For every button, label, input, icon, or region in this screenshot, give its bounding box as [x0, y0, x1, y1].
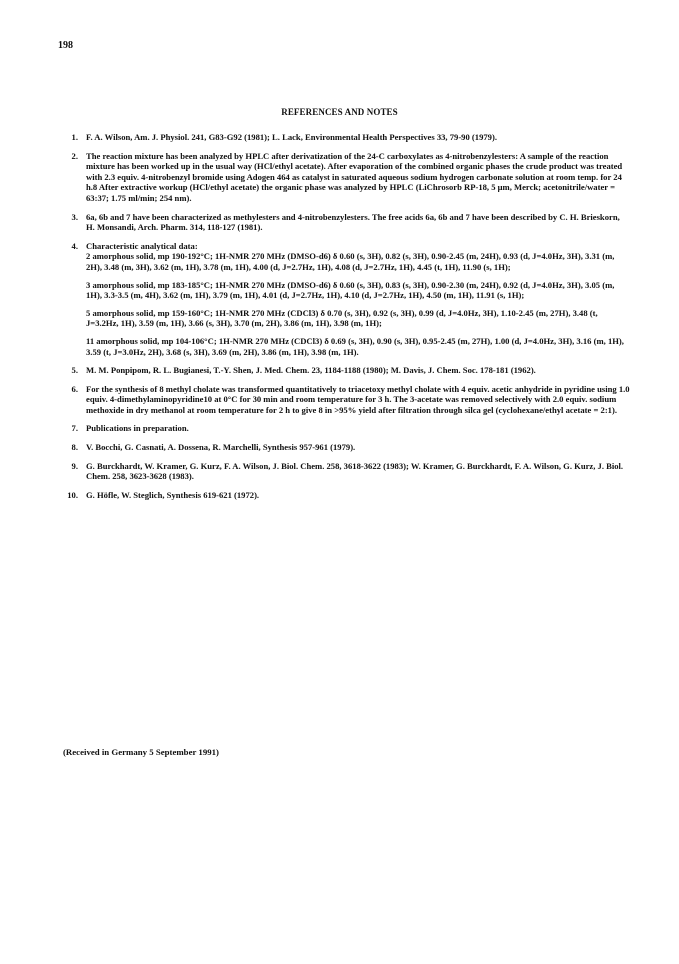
reference-item	[60, 212, 630, 233]
reference-text: For the synthesis of 8 methyl cholate was transformed quantitatively to triacetoxy methyl cholate with 4 equiv. acetic anhydride in pyridine using 1.0 equiv. 4-dimethylaminopyridine10 at 0°C for 30 min and room temperature for 3 h. The 3-acetate was removed selectively with 2.0 equiv. sodium methoxide in dry methanol at room temperature for 2 h to give 8 in >95% yield after filtration through silca gel (cyclohexane/ethyl acetate = 2:1).	[86, 383, 630, 415]
section-heading: REFERENCES AND NOTES	[281, 107, 398, 117]
reference-item	[60, 365, 630, 376]
reference-number: 6.	[71, 383, 78, 394]
reference-item	[60, 132, 630, 143]
reference-text: 6a, 6b and 7 have been characterized as methylesters and 4-nitrobenzylesters. The free acids 6a, 6b and 7 have been described by C. H. Brieskorn, H. Monsandi, Arch. Pharm. 314, 118-127 (1981).	[86, 211, 620, 233]
analytical-data-compound-3: 3 amorphous solid, mp 183-185°C; 1H-NMR 270 MHz (DMSO-d6) δ 0.60 (s, 3H), 0.83 (s, 3H), 0.90-2.30 (m, 24H), 0.92 (d, J=4.0Hz, 3H), 3.05 (m, 1H), 3.3-3.5 (m, 4H), 3.62 (m, 1H), 3.79 (m, 1H), 4.01 (d, J=2.7Hz, 1H), 4.10 (d, J=2.7Hz, 1H), 4.50 (m, 1H), 11.91 (s, 1H);	[86, 279, 615, 301]
reference-number: 5.	[71, 365, 78, 376]
analytical-data-compound-2: 2 amorphous solid, mp 190-192°C; 1H-NMR 270 MHz (DMSO-d6) δ 0.60 (s, 3H), 0.82 (s, 3H), 0.90-2.45 (m, 24H), 0.93 (d, J=4.0Hz, 3H), 3.31 (m, 2H), 3.48 (m, 3H), 3.62 (m, 1H), 3.78 (m, 1H), 4.00 (d, J=2.7Hz, 1H), 4.08 (d, J=2.7Hz, 1H), 4.45 (t, 1H), 11.90 (s, 1H);	[86, 251, 615, 272]
reference-text: F. A. Wilson, Am. J. Physiol. 241, G83-G92 (1981); L. Lack, Environmental Health Perspectives 33, 79-90 (1979).	[86, 132, 497, 142]
reference-list	[60, 125, 630, 508]
analytical-data-compound-5: 5 amorphous solid, mp 159-160°C; 1H-NMR 270 MHz (CDCl3) δ 0.70 (s, 3H), 0.92 (s, 3H), 0.99 (d, J=4.0Hz, 3H), 1.10-2.45 (m, 27H), 3.48 (t, J=3.2Hz, 1H), 3.59 (m, 1H), 3.66 (s, 3H), 3.70 (m, 2H), 3.86 (m, 1H), 3.98 (m, 1H);	[86, 307, 598, 329]
reference-number: 4.	[71, 240, 78, 251]
reference-item	[60, 241, 630, 357]
analytical-data-compound-11: 11 amorphous solid, mp 104-106°C; 1H-NMR 270 MHz (CDCl3) δ 0.69 (s, 3H), 0.90 (s, 3H), 0.95-2.45 (m, 27H), 1.00 (d, J=4.0Hz, 3H), 3.16 (m, 1H), 3.59 (t, J=3.0Hz, 2H), 3.68 (s, 3H), 3.69 (m, 2H), 3.86 (m, 1H), 3.98 (m, 1H).	[86, 335, 624, 357]
reference-number: 3.	[71, 211, 78, 222]
reference-item	[60, 490, 630, 501]
reference-item	[60, 442, 630, 453]
reference-text: V. Bocchi, G. Casnati, A. Dossena, R. Marchelli, Synthesis 957-961 (1979).	[86, 442, 356, 453]
reference-number: 2.	[71, 150, 78, 161]
reference-item	[60, 423, 630, 434]
reference-text: The reaction mixture has been analyzed by HPLC after derivatization of the 24-C carboxylates as 4-nitrobenzylesters: A sample of the reaction mixture has been worked up in the usual way (HCl/ethyl acetate). After evaporation of the combined organic phases the crude product was treated with 2.3 equiv. 4-nitrobenzyl bromide using Adogen 464 as catalyst in saturated aqueous sodium hydrogen carbonate solution at room temp. for 24 h.8 After extractive workup (HCl/ethyl acetate) the organic phase was analyzed by HPLC (LiChrosorb RP-18, 5 μm, Merck; acetonitrile/water = 63:37; 1.75 ml/min; 254 nm).	[86, 150, 623, 203]
reference-number: 7.	[71, 423, 78, 434]
reference-text: G. Höfle, W. Steglich, Synthesis 619-621 (1972).	[86, 489, 260, 500]
reference-item	[60, 384, 630, 416]
reference-text: Publications in preparation.	[86, 423, 189, 434]
reference-number: 9.	[71, 460, 78, 471]
reference-text: Characteristic analytical data:	[86, 240, 198, 251]
reference-text: M. M. Ponpipom, R. L. Bugianesi, T.-Y. Shen, J. Med. Chem. 23, 1184-1188 (1980); M. Davis, J. Chem. Soc. 178-181 (1962).	[86, 365, 536, 376]
reference-number: 8.	[71, 442, 78, 453]
page-number: 198	[58, 40, 73, 51]
received-date: (Received in Germany 5 September 1991)	[63, 747, 219, 757]
reference-item	[60, 151, 630, 204]
reference-number: 10.	[67, 489, 78, 500]
reference-number: 1.	[71, 132, 78, 142]
reference-item	[60, 461, 630, 482]
reference-text: G. Burckhardt, W. Kramer, G. Kurz, F. A. Wilson, J. Biol. Chem. 258, 3618-3622 (1983); W. Kramer, G. Burckhardt, F. A. Wilson, G. Kurz, J. Biol. Chem. 258, 3623-3628 (1983).	[86, 460, 624, 482]
